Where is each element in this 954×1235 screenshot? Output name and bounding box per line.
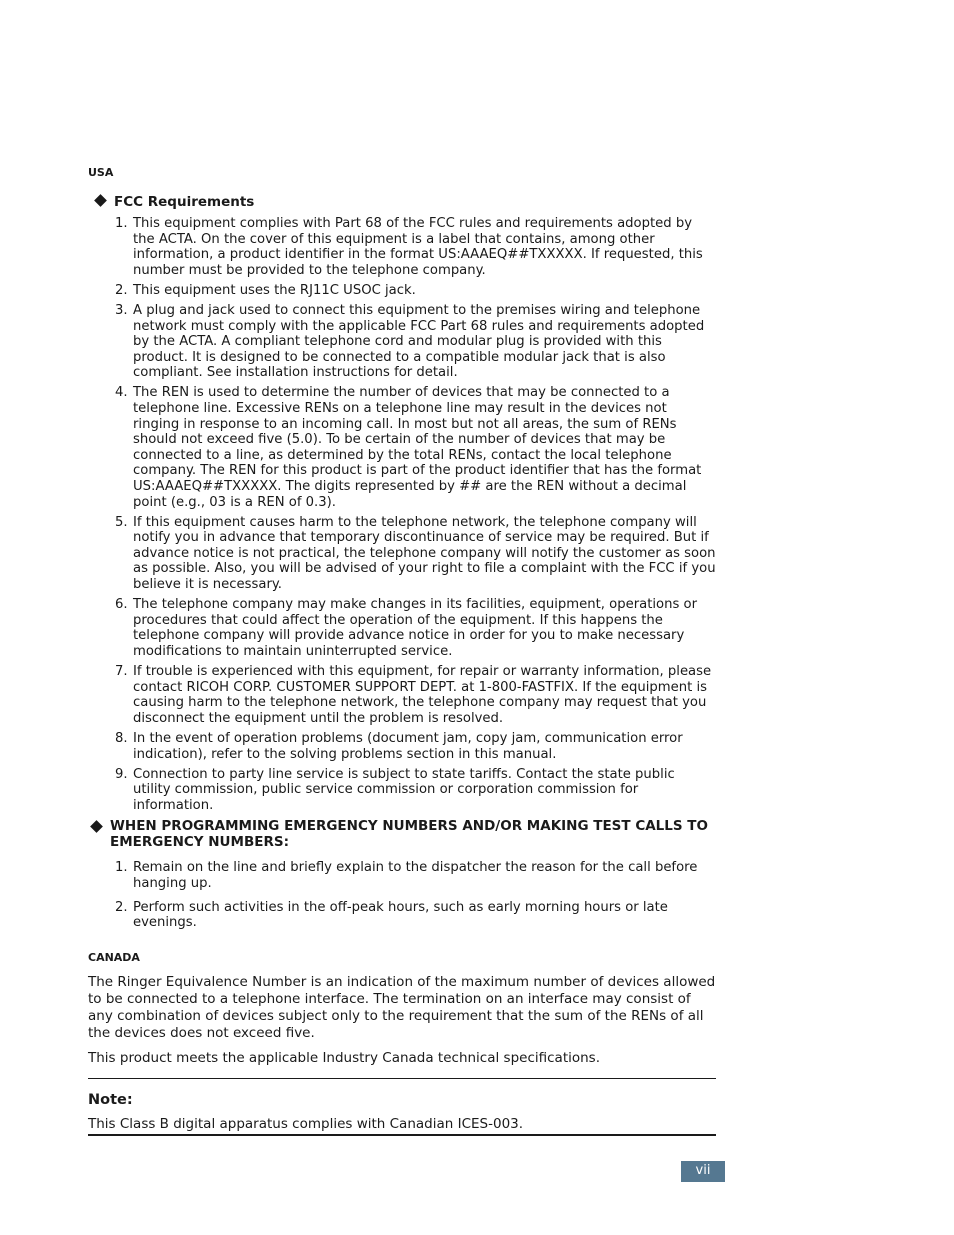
note-text: This Class B digital apparatus complies with Canadian ICES-003. <box>88 1116 524 1132</box>
fcc-requirements-list <box>88 216 716 818</box>
list-item-number: 2. <box>115 282 128 298</box>
note-title: Note: <box>88 1092 133 1108</box>
list-item-text: If trouble is experienced with this equipment, for repair or warranty information, please contact RICOH CORP. CUSTOMER SUPPORT DEPT. at 1-800-FASTFIX. If the equipment is causing harm to the telephone network, the telephone company may request that you disconnect the equipment until the problem is resolved. <box>133 664 712 726</box>
list-item-number: 1. <box>115 216 128 231</box>
canada-heading: CANADA <box>88 951 140 964</box>
list-item-number: 7. <box>115 664 128 680</box>
list-item <box>88 731 716 762</box>
list-item <box>88 767 716 814</box>
emergency-numbers-list <box>88 860 716 939</box>
list-item-text: Perform such activities in the off-peak hours, such as early morning hours or late evenings. <box>133 899 668 931</box>
list-item <box>88 515 716 593</box>
fcc-requirements-title: FCC Requirements <box>114 194 255 210</box>
list-item <box>88 664 716 726</box>
list-item-text: Connection to party line service is subject to state tariffs. Contact the state public utility commission, public service commission or corporation commission for information. <box>133 766 675 813</box>
list-item <box>88 303 716 381</box>
list-item <box>88 597 716 659</box>
list-item-text: The telephone company may make changes in its facilities, equipment, operations or procedures that could affect the operation of the equipment. If this happens the telephone company will provide advance notice in order for you to make necessary modifications to maintain uninterrupted service. <box>133 597 698 659</box>
note-top-rule <box>88 1078 716 1079</box>
diamond-bullet-icon <box>94 194 107 207</box>
list-item <box>88 860 716 891</box>
list-item <box>88 216 716 278</box>
emergency-numbers-heading <box>92 818 716 850</box>
list-item-text: This equipment uses the RJ11C USOC jack. <box>133 282 416 298</box>
list-item-text: If this equipment causes harm to the telephone network, the telephone company will notify you in advance that temporary discontinuance of service may be required. But if advance notice is not practical, the telephone company will notify the customer as soon as possible. Also, you will be advised of your right to file a complaint with the FCC if you believe it is necessary. <box>133 514 716 593</box>
canada-paragraph-specs: This product meets the applicable Industry Canada technical specifications. <box>88 1050 601 1066</box>
diamond-bullet-icon <box>90 820 103 833</box>
list-item-number: 9. <box>115 766 128 782</box>
list-item-number: 6. <box>115 597 128 613</box>
note-bottom-rule <box>88 1134 716 1136</box>
canada-paragraph-ren: The Ringer Equivalence Number is an indication of the maximum number of devices allowed to be connected to a telephone interface. The termination on an interface may consist of any combination of devices subject only to the requirement that the sum of the RENs of all the devices does not exceed five. <box>88 974 716 1041</box>
emergency-numbers-title: WHEN PROGRAMMING EMERGENCY NUMBERS AND/OR MAKING TEST CALLS TO EMERGENCY NUMBERS: <box>110 818 708 850</box>
list-item-number: 2. <box>115 899 128 915</box>
list-item-number: 4. <box>115 385 128 401</box>
list-item <box>88 283 716 299</box>
usa-heading: USA <box>88 166 114 179</box>
list-item-text: A plug and jack used to connect this equipment to the premises wiring and telephone network must comply with the applicable FCC Part 68 rules and requirements adopted by the ACTA. A compliant telephone cord and modular plug is provided with this product. It is designed to be connected to a compatible modular jack that is also compliant. See installation instructions for detail. <box>133 302 705 381</box>
list-item-text: In the event of operation problems (document jam, copy jam, communication error indication), refer to the solving problems section in this manual. <box>133 730 683 762</box>
list-item-number: 5. <box>115 514 128 530</box>
list-item-number: 1. <box>115 860 128 875</box>
list-item-number: 8. <box>115 730 128 746</box>
fcc-requirements-heading <box>96 194 254 210</box>
list-item <box>88 385 716 510</box>
page-number: vii <box>681 1161 725 1182</box>
list-item-text: The REN is used to determine the number of devices that may be connected to a telephone line. Excessive RENs on a telephone line may result in the devices not ringing in response to an incoming call. In most but not all areas, the sum of RENs should not exceed five (5.0). To be certain of the number of devices that may be connected to a line, as determined by the total RENs, contact the local telephone company. The REN for this product is part of the product identifier that has the format US:AAAEQ##TXXXXX. The digits represented by ## are the REN without a decimal point (e.g., 03 is a REN of 0.3). <box>133 385 702 510</box>
list-item-text: Remain on the line and briefly explain to the dispatcher the reason for the call before hanging up. <box>133 860 698 891</box>
list-item <box>88 900 716 931</box>
list-item-text: This equipment complies with Part 68 of the FCC rules and requirements adopted by the ACTA. On the cover of this equipment is a label that contains, among other information, a product identifier in the format US:AAAEQ##TXXXXX. If requested, this number must be provided to the telephone company. <box>133 216 703 278</box>
list-item-number: 3. <box>115 302 128 318</box>
